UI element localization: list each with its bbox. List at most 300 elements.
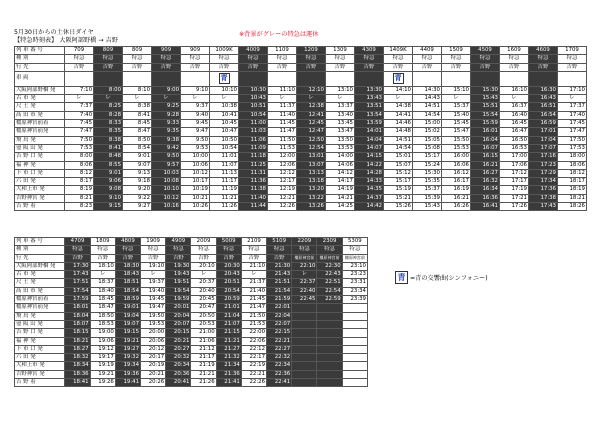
time-cell: 19:27 <box>115 345 140 353</box>
time-cell: 18:50 <box>90 312 115 320</box>
time-cell: 21:12 <box>191 345 216 353</box>
time-cell: レ <box>326 95 355 103</box>
time-cell: 19:45 <box>141 296 166 304</box>
time-cell: 8:35 <box>94 128 123 136</box>
schedule-date-heading: 5月30日からの土休日ダイヤ <box>14 29 94 36</box>
time-cell: 22:36 <box>267 370 292 378</box>
time-cell: 20:15 <box>166 329 191 337</box>
time-cell: 12:10 <box>297 86 326 94</box>
station-name: 下 市 口 発 <box>15 169 65 177</box>
time-cell: 10:43 <box>239 95 268 103</box>
train-number: 5109 <box>267 238 292 246</box>
train-number: 4409 <box>413 47 442 55</box>
station-name: 吉 野 着 <box>15 379 65 387</box>
time-cell: 17:12 <box>500 169 529 177</box>
time-cell: 17:40 <box>558 111 587 119</box>
time-cell: 10:51 <box>239 103 268 111</box>
destination-row <box>15 63 587 71</box>
time-cell: 9:07 <box>123 161 152 169</box>
time-cell: 13:18 <box>297 178 326 186</box>
time-cell <box>342 354 367 362</box>
time-cell <box>292 312 317 320</box>
time-cell: 21:43 <box>267 271 292 279</box>
time-cell: 21:30 <box>267 262 292 270</box>
time-cell: 22:00 <box>241 329 266 337</box>
time-cell: 16:37 <box>500 103 529 111</box>
station-row <box>15 362 368 370</box>
time-cell: 9:01 <box>123 153 152 161</box>
time-cell: 11:19 <box>210 186 239 194</box>
time-cell: 9:10 <box>181 86 210 94</box>
time-cell: 16:59 <box>529 120 558 128</box>
time-cell: 18:59 <box>115 296 140 304</box>
station-name: 大阪阿部野橋 発 <box>15 86 65 94</box>
time-cell: 22:04 <box>267 312 292 320</box>
time-cell: 22:15 <box>267 329 292 337</box>
time-cell: 8:00 <box>94 86 123 94</box>
time-cell: 21:06 <box>191 337 216 345</box>
time-cell: 20:34 <box>166 362 191 370</box>
destination: 吉野 <box>297 63 326 71</box>
time-cell: 16:36 <box>471 194 500 202</box>
station-name: 橿原神宮前発 <box>15 304 65 312</box>
time-cell: 20:45 <box>191 296 216 304</box>
time-cell: 22:54 <box>317 287 342 295</box>
train-type: 特急 <box>500 55 529 63</box>
time-cell: 18:01 <box>65 304 90 312</box>
station-row <box>15 103 587 111</box>
time-cell: 22:26 <box>241 379 266 387</box>
time-cell: 18:43 <box>115 271 140 279</box>
time-cell: 17:04 <box>529 136 558 144</box>
time-cell: 15:40 <box>442 111 471 119</box>
time-cell: 19:59 <box>166 296 191 304</box>
time-cell: 10:06 <box>181 161 210 169</box>
time-cell: 18:27 <box>65 345 90 353</box>
aoniyoshi-badge-icon: 青 <box>220 74 228 83</box>
time-cell: 17:37 <box>558 103 587 111</box>
time-cell: 19:37 <box>141 279 166 287</box>
row-label: 列 車 番 号 <box>15 47 65 55</box>
train-type: 特急 <box>115 246 140 254</box>
station-name: 壺 阪 山 発 <box>15 320 65 328</box>
time-cell: 20:59 <box>216 296 241 304</box>
car-cell <box>384 71 413 86</box>
time-cell: 8:48 <box>94 153 123 161</box>
time-cell: 16:40 <box>500 111 529 119</box>
time-cell: 21:36 <box>216 370 241 378</box>
time-cell: 14:41 <box>384 111 413 119</box>
time-cell: 12:50 <box>297 136 326 144</box>
time-cell: 14:48 <box>384 128 413 136</box>
station-name: 尺 土 発 <box>15 103 65 111</box>
time-cell: 20:37 <box>191 279 216 287</box>
station-row <box>15 95 587 103</box>
time-cell: 21:27 <box>216 345 241 353</box>
station-row <box>15 296 368 304</box>
time-cell: 8:33 <box>94 120 123 128</box>
time-cell: 14:12 <box>326 169 355 177</box>
destination-row <box>15 254 368 262</box>
time-cell: 14:21 <box>326 194 355 202</box>
time-cell: 12:00 <box>268 153 297 161</box>
time-cell: 10:45 <box>210 120 239 128</box>
station-name: 壺 阪 山 発 <box>15 144 65 152</box>
train-number-row <box>15 47 587 55</box>
time-cell: 11:36 <box>239 178 268 186</box>
destination: 吉野 <box>141 254 166 262</box>
time-cell: 18:51 <box>115 279 140 287</box>
time-cell: 9:42 <box>152 144 181 152</box>
time-cell: 20:41 <box>166 379 191 387</box>
car-cell <box>268 71 297 86</box>
time-cell: 17:10 <box>558 86 587 94</box>
time-cell: 18:32 <box>65 354 90 362</box>
time-cell: 20:00 <box>141 329 166 337</box>
train-number: 4009 <box>239 47 268 55</box>
time-cell: 15:24 <box>413 161 442 169</box>
time-cell: 14:00 <box>326 153 355 161</box>
time-cell: 15:50 <box>442 136 471 144</box>
time-cell: 23:31 <box>342 279 367 287</box>
time-cell: 10:16 <box>152 203 181 211</box>
time-cell: 15:53 <box>442 144 471 152</box>
time-cell: 16:30 <box>529 86 558 94</box>
time-cell: 11:21 <box>210 194 239 202</box>
train-number: 809 <box>94 47 123 55</box>
time-cell: 21:47 <box>241 304 266 312</box>
time-cell: 13:10 <box>326 86 355 94</box>
time-cell: 9:20 <box>123 186 152 194</box>
train-number: 4909 <box>166 238 191 246</box>
time-cell: 17:47 <box>558 128 587 136</box>
station-name: 高 田 市 発 <box>15 287 65 295</box>
time-cell: 15:12 <box>384 169 413 177</box>
car-cell <box>210 71 239 86</box>
destination: 吉野 <box>65 63 94 71</box>
train-number: 5309 <box>342 238 367 246</box>
time-cell: 12:06 <box>268 161 297 169</box>
time-cell <box>342 329 367 337</box>
time-cell: 14:33 <box>355 178 384 186</box>
time-cell: 19:30 <box>166 262 191 270</box>
station-row <box>15 271 368 279</box>
time-cell: 12:45 <box>297 120 326 128</box>
time-cell <box>342 370 367 378</box>
time-cell: 23:34 <box>342 287 367 295</box>
time-cell: 18:21 <box>65 337 90 345</box>
time-cell: 16:45 <box>500 120 529 128</box>
time-cell: 14:17 <box>326 178 355 186</box>
timetable-evening <box>14 237 368 387</box>
time-cell: 21:07 <box>216 320 241 328</box>
station-row <box>15 354 368 362</box>
time-cell: 13:51 <box>355 103 384 111</box>
time-cell: 16:21 <box>471 161 500 169</box>
time-cell: 21:01 <box>216 304 241 312</box>
time-cell: 15:19 <box>384 186 413 194</box>
time-cell: 18:15 <box>65 329 90 337</box>
time-cell <box>317 379 342 387</box>
train-number: 2009 <box>191 238 216 246</box>
time-cell: 14:19 <box>326 186 355 194</box>
time-cell: 21:00 <box>191 329 216 337</box>
time-cell <box>317 312 342 320</box>
time-cell: 20:54 <box>216 287 241 295</box>
time-cell: 17:34 <box>529 178 558 186</box>
time-cell: 12:19 <box>268 186 297 194</box>
car-cell <box>123 71 152 86</box>
time-cell: 10:12 <box>152 194 181 202</box>
time-cell: 10:12 <box>181 169 210 177</box>
train-type: 特急 <box>471 55 500 63</box>
train-number: 709 <box>65 47 94 55</box>
time-cell: 22:30 <box>317 262 342 270</box>
car-cell <box>442 71 471 86</box>
train-number: 4709 <box>65 238 90 246</box>
train-type: 特急 <box>65 246 90 254</box>
time-cell: 19:32 <box>115 354 140 362</box>
car-cell <box>152 71 181 86</box>
destination: 吉野 <box>152 63 181 71</box>
aoniyoshi-badge-icon: 青 <box>395 271 408 284</box>
train-type: 特急 <box>297 55 326 63</box>
time-cell: 16:06 <box>442 161 471 169</box>
train-number: 2309 <box>317 238 342 246</box>
time-cell: 10:38 <box>210 103 239 111</box>
time-cell: 7:50 <box>65 136 94 144</box>
train-type: 特急 <box>267 246 292 254</box>
time-cell: 9:37 <box>181 103 210 111</box>
time-cell: 8:21 <box>65 194 94 202</box>
destination: 橿原神宮前 <box>292 254 317 262</box>
time-cell: 21:40 <box>241 287 266 295</box>
time-cell: 7:47 <box>65 128 94 136</box>
time-cell: 21:17 <box>191 354 216 362</box>
time-cell <box>317 345 342 353</box>
time-cell: レ <box>191 271 216 279</box>
time-cell: 10:30 <box>239 86 268 94</box>
time-cell: 14:51 <box>384 136 413 144</box>
row-label: 列 車 番 号 <box>15 238 65 246</box>
station-name: 古 市 発 <box>15 271 65 279</box>
time-cell: 19:21 <box>115 337 140 345</box>
time-cell: 20:01 <box>166 304 191 312</box>
time-cell: 13:43 <box>355 95 384 103</box>
train-number: 909 <box>152 47 181 55</box>
time-cell: 21:45 <box>241 296 266 304</box>
train-type: 特急 <box>413 55 442 63</box>
train-type: 特急 <box>152 55 181 63</box>
time-cell <box>317 337 342 345</box>
train-type: 特急 <box>241 246 266 254</box>
time-cell: 19:26 <box>90 379 115 387</box>
train-number: 1809 <box>90 238 115 246</box>
car-cell <box>326 71 355 86</box>
station-name: 下 市 口 発 <box>15 345 65 353</box>
time-cell: 17:26 <box>500 203 529 211</box>
time-cell: 22:34 <box>267 362 292 370</box>
time-cell <box>292 354 317 362</box>
station-row <box>15 262 368 270</box>
station-name: 大和上市 発 <box>15 186 65 194</box>
time-cell: 14:25 <box>326 203 355 211</box>
time-cell <box>342 362 367 370</box>
time-cell: 18:06 <box>558 161 587 169</box>
time-cell: 22:06 <box>241 337 266 345</box>
time-cell <box>317 329 342 337</box>
time-cell: 14:07 <box>355 144 384 152</box>
train-type: 特急 <box>326 55 355 63</box>
time-cell: 11:50 <box>268 136 297 144</box>
station-row <box>15 111 587 119</box>
station-row <box>15 128 587 136</box>
car-cell <box>94 71 123 86</box>
time-cell: 17:51 <box>65 279 90 287</box>
time-cell: 9:27 <box>123 203 152 211</box>
destination: 橿原神宮前 <box>317 254 342 262</box>
destination: 吉野 <box>529 63 558 71</box>
time-cell: 13:22 <box>297 194 326 202</box>
time-cell: 22:51 <box>317 279 342 287</box>
time-cell: 15:37 <box>413 186 442 194</box>
car-cell <box>181 71 210 86</box>
time-cell: 22:32 <box>267 354 292 362</box>
time-cell: 19:47 <box>141 304 166 312</box>
time-cell: 19:43 <box>166 271 191 279</box>
time-cell: 9:15 <box>94 203 123 211</box>
time-cell: 17:06 <box>500 161 529 169</box>
destination: 吉野 <box>355 63 384 71</box>
time-cell: 18:54 <box>115 287 140 295</box>
train-type: 特急 <box>317 246 342 254</box>
time-cell: 15:30 <box>413 169 442 177</box>
time-cell: 10:54 <box>210 144 239 152</box>
time-cell: 15:02 <box>413 128 442 136</box>
time-cell: 9:45 <box>181 120 210 128</box>
time-cell: 9:33 <box>152 120 181 128</box>
time-cell: 14:38 <box>384 103 413 111</box>
time-cell: 16:17 <box>442 178 471 186</box>
time-cell <box>342 337 367 345</box>
car-row <box>15 71 587 86</box>
time-cell: 16:15 <box>471 153 500 161</box>
time-cell: 16:04 <box>471 136 500 144</box>
time-cell: 15:00 <box>413 120 442 128</box>
station-row <box>15 144 587 152</box>
time-cell: 20:21 <box>141 370 166 378</box>
time-cell: 9:57 <box>152 161 181 169</box>
train-number: 1409K <box>384 47 413 55</box>
time-cell: 20:32 <box>166 354 191 362</box>
station-row <box>15 304 368 312</box>
time-cell: 15:51 <box>471 103 500 111</box>
time-cell: 9:38 <box>152 136 181 144</box>
time-cell: 19:53 <box>141 320 166 328</box>
time-cell: 8:38 <box>123 103 152 111</box>
station-name: 尺 土 発 <box>15 279 65 287</box>
time-cell: 16:54 <box>529 111 558 119</box>
time-cell: 8:12 <box>65 169 94 177</box>
time-cell: 11:44 <box>239 203 268 211</box>
time-cell: 7:53 <box>65 144 94 152</box>
time-cell: 10:17 <box>181 178 210 186</box>
time-cell: 14:04 <box>355 136 384 144</box>
time-cell: 20:50 <box>191 312 216 320</box>
time-cell: 21:54 <box>267 287 292 295</box>
time-cell: 11:47 <box>268 128 297 136</box>
time-cell: 10:47 <box>210 128 239 136</box>
time-cell: 19:04 <box>115 312 140 320</box>
time-cell: 9:50 <box>181 136 210 144</box>
time-cell: 20:21 <box>166 337 191 345</box>
train-number: 1009K <box>210 47 239 55</box>
time-cell: レ <box>210 95 239 103</box>
station-name: 吉野神宮 発 <box>15 194 65 202</box>
time-cell: 11:01 <box>210 153 239 161</box>
train-number: 1109 <box>268 47 297 55</box>
time-cell: レ <box>152 95 181 103</box>
destination: 吉野 <box>268 63 297 71</box>
train-type: 特急 <box>166 246 191 254</box>
time-cell: 22:43 <box>317 271 342 279</box>
time-cell: 18:41 <box>65 379 90 387</box>
time-cell: 18:40 <box>90 287 115 295</box>
time-cell: 7:10 <box>65 86 94 94</box>
time-cell: レ <box>123 95 152 103</box>
type-row <box>15 246 368 254</box>
time-cell: 20:10 <box>191 262 216 270</box>
time-cell: 20:12 <box>141 345 166 353</box>
station-name: 橿原神宮前着 <box>15 120 65 128</box>
time-cell: 19:41 <box>115 379 140 387</box>
time-cell: 19:07 <box>115 320 140 328</box>
time-cell: 18:26 <box>558 203 587 211</box>
station-name: 大阪阿部野橋 発 <box>15 262 65 270</box>
time-cell: 11:09 <box>239 144 268 152</box>
time-cell: 17:01 <box>529 128 558 136</box>
time-cell: 12:54 <box>297 144 326 152</box>
destination: 吉野 <box>384 63 413 71</box>
car-cell <box>558 71 587 86</box>
time-cell: 18:30 <box>115 262 140 270</box>
station-name: 橿原神宮前発 <box>15 128 65 136</box>
time-cell: 11:25 <box>239 161 268 169</box>
station-row <box>15 169 587 177</box>
time-cell: 20:06 <box>141 337 166 345</box>
car-cell <box>413 71 442 86</box>
time-cell: 14:54 <box>413 111 442 119</box>
station-row <box>15 279 368 287</box>
time-cell: 12:17 <box>268 178 297 186</box>
train-type: 特急 <box>94 55 123 63</box>
time-cell: 13:20 <box>297 186 326 194</box>
time-cell: 10:10 <box>152 186 181 194</box>
time-cell: 21:34 <box>216 362 241 370</box>
time-cell: 9:01 <box>94 169 123 177</box>
time-cell: 11:03 <box>239 128 268 136</box>
time-cell: 21:41 <box>216 379 241 387</box>
time-cell: 12:26 <box>268 203 297 211</box>
time-cell: 22:21 <box>241 370 266 378</box>
time-cell: 15:39 <box>413 194 442 202</box>
time-cell: 14:46 <box>384 120 413 128</box>
time-cell: 8:45 <box>123 120 152 128</box>
time-cell: 16:34 <box>471 186 500 194</box>
time-cell: 23:23 <box>342 271 367 279</box>
time-cell: 18:36 <box>65 370 90 378</box>
time-cell: 8:00 <box>65 153 94 161</box>
